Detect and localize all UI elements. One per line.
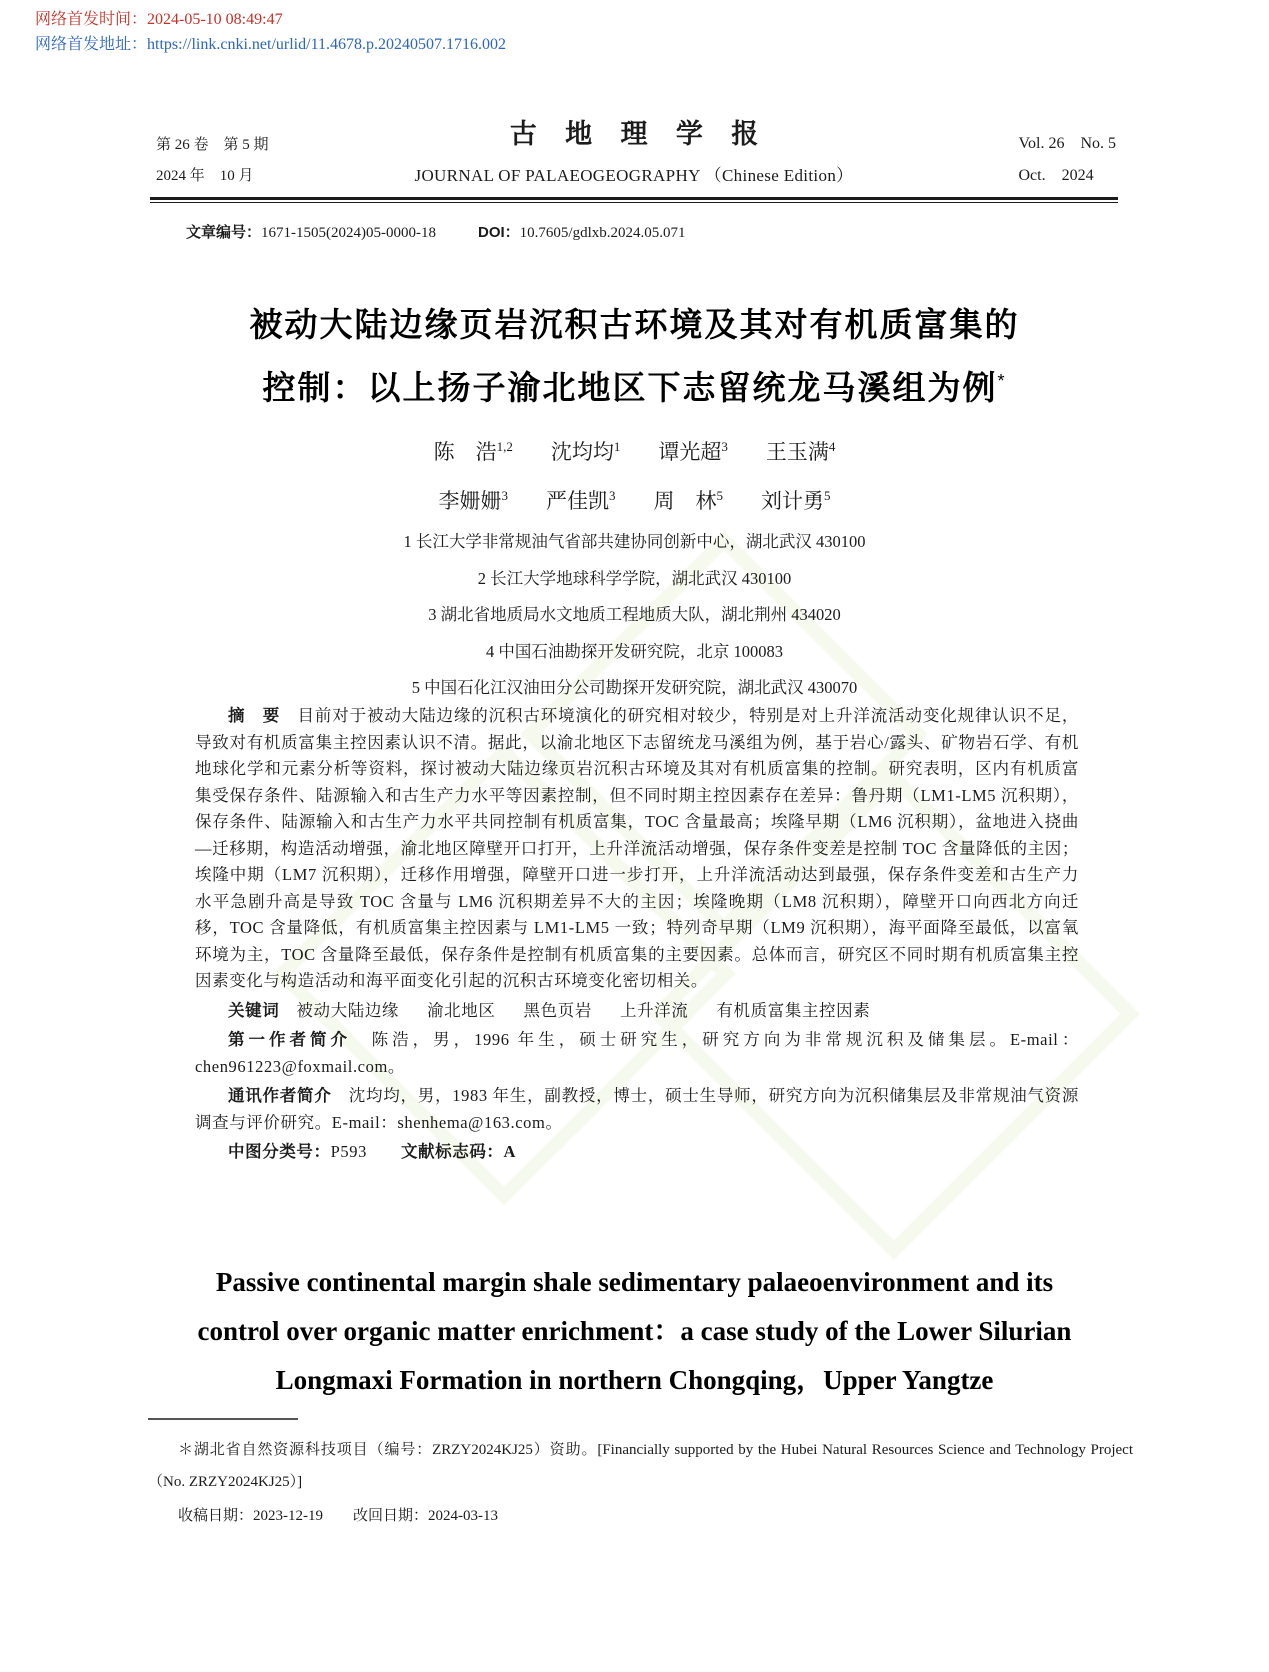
- keyword-item: 上升洋流: [619, 1000, 689, 1020]
- doc-code-value: A: [503, 1142, 517, 1161]
- clc-value: P593: [330, 1142, 367, 1161]
- first-author-bio: [195, 1027, 1079, 1080]
- author-affiliation-sup: 5: [824, 488, 831, 503]
- author-list: [0, 425, 1269, 523]
- article-meta-line: [186, 221, 686, 242]
- first-author-label: 第一作者简介: [228, 1031, 352, 1049]
- title-en-line1: Passive continental margin shale sedimentary palaeoenvironment and its: [215, 1267, 1054, 1297]
- journal-title-en: JOURNAL OF PALAEOGEOGRAPHY （Chinese Edition）: [414, 166, 854, 185]
- abstract-paragraph: [195, 703, 1079, 995]
- volume-issue-en: Vol. 26 No. 5: [1018, 135, 1116, 152]
- author-affiliation-sup: 5: [716, 488, 723, 503]
- affiliation-item: 4 中国石油勘探开发研究院，北京 100083: [486, 641, 783, 661]
- keywords-items: [296, 1001, 870, 1020]
- keyword-item: 被动大陆边缘: [296, 1000, 400, 1020]
- volume-issue-cn: 第 26 卷 第 5 期: [156, 137, 269, 153]
- title-en-line2: control over organic matter enrichment：a case study of the Lower Silurian: [197, 1316, 1072, 1346]
- journal-masthead: [150, 112, 1118, 196]
- keyword-item: 有机质富集主控因素: [716, 1000, 871, 1020]
- prepub-address-line: [35, 32, 506, 57]
- keyword-item: 渝北地区: [427, 1000, 496, 1020]
- masthead-divider: [150, 197, 1118, 203]
- author-affiliation-sup: 3: [501, 488, 508, 503]
- title-footnote-mark: *: [997, 371, 1007, 391]
- doi-label: DOI：: [478, 224, 520, 241]
- prepub-address-label: 网络首发地址：: [35, 36, 148, 53]
- corresponding-author-bio: [195, 1083, 1079, 1136]
- affiliation-item: 2 长江大学地球科学学院，湖北武汉 430100: [477, 568, 792, 588]
- affiliation-item: 5 中国石化江汉油田分公司勘探开发研究院，湖北武汉 430070: [411, 678, 858, 697]
- abstract-text: 目前对于被动大陆边缘的沉积古环境演化的研究相对较少，特别是对上升洋流活动变化规律认识不足，导致对有机质富集主控因素认识不清。据此，以渝北地区下志留统龙马溪组为例，基于岩心/露头、矿物岩石学、有机地球化学和元素分析等资料，探讨被动大陆边缘页岩沉积古环境及其对有机质富集的控制。研究表明，区内有机质富集受保存条件、陆源输入和古生产力水平等因素控制，但不同时期主控因素存在差异：鲁丹期（LM1-LM5 沉积期），保存条件、陆源输入和古生产力水平共同控制有机质富集，TOC 含量最高；埃隆早期（LM6 沉积期），盆地进入挠曲—迁移期，构造活动增强，渝北地区障壁开口打开，上升洋流活动增强，保存条件变差是控制 TOC 含量降低的主因；埃隆中期（LM7 沉积期），迁移作用增强，障壁开口进一步打开，上升洋流活动达到最强，保存条件变差和古生产力水平急剧升高是导致 TOC 含量与 LM6 沉积期差异不大的主因；埃隆晚期（LM8 沉积期），障壁开口向西北方向迁移，TOC 含量降低，有机质富集主控因素与 LM1-LM5 一致；特列奇早期（LM9 沉积期），海平面降至最低，以富氧环境为主，TOC 含量降至最低，保存条件是控制有机质富集的主要因素。总体而言，研究区不同时期有机质富集主控因素变化与构造活动和海平面变化引起的沉积古环境变化密切相关。: [195, 706, 1079, 990]
- keyword-item: 黑色页岩: [523, 1000, 592, 1020]
- author-affiliation-sup: 4: [828, 439, 836, 454]
- masthead-right: [1019, 128, 1117, 192]
- received-value: 2023-12-19: [253, 1508, 324, 1524]
- clc-label: 中图分类号：: [228, 1143, 331, 1161]
- article-no-label: 文章编号：: [186, 224, 262, 241]
- date-cn: 2024 年 10 月: [156, 168, 254, 184]
- classification-line: [195, 1139, 1079, 1166]
- article-title-cn: [0, 297, 1269, 416]
- author-affiliation-sup: 1: [613, 439, 621, 454]
- footnote-divider: [148, 1418, 298, 1420]
- dates-line: [148, 1500, 1133, 1532]
- title-en-line3: Longmaxi Formation in northern Chongqing，Upper Yangtze: [275, 1365, 994, 1395]
- title-cn-line1: 被动大陆边缘页岩沉积古环境及其对有机质富集的: [249, 306, 1020, 343]
- author-row-2: [0, 474, 1269, 523]
- author-name: 周 林$^5$: [653, 488, 723, 513]
- corresponding-author-label: 通讯作者简介: [228, 1087, 332, 1105]
- author-affiliation-sup: 3: [721, 439, 728, 454]
- prepub-address-link[interactable]: https://link.cnki.net/urlid/11.4678.p.20240507.1716.002: [147, 36, 506, 53]
- abstract-label: 摘 要: [228, 707, 281, 725]
- author-name: 王玉满$^4$: [765, 439, 836, 464]
- author-affiliation-sup: 1,2: [496, 439, 513, 454]
- article-no-value: 1671-1505(2024)05-0000-18: [261, 225, 436, 241]
- journal-title-cn: 古地理学报: [509, 119, 787, 149]
- author-name: 陈 浩$^{1,2}$: [433, 439, 513, 464]
- author-name: 严佳凯$^3$: [546, 488, 616, 513]
- date-en: Oct. 2024: [1018, 167, 1094, 184]
- affiliation-item: 3 湖北省地质局水文地质工程地质大队，湖北荆州 434020: [428, 605, 841, 624]
- doi-value: 10.7605/gdlxb.2024.05.071: [519, 225, 686, 241]
- article-title-en: [0, 1258, 1269, 1405]
- author-name: 李姗姗$^3$: [438, 488, 508, 513]
- author-name: 刘计勇$^5$: [761, 488, 831, 513]
- keywords-label: 关键词: [228, 1001, 280, 1020]
- doc-code-label: 文献标志码：: [400, 1143, 504, 1161]
- revised-value: 2024-03-13: [428, 1508, 499, 1524]
- keywords-line: [195, 998, 1079, 1025]
- footnote-block: [148, 1418, 1133, 1532]
- affiliation-item: 1 长江大学非常规油气省部共建协同创新中心，湖北武汉 430100: [403, 532, 866, 551]
- author-row-1: [0, 425, 1269, 474]
- title-cn-line2: 控制：以上扬子渝北地区下志留统龙马溪组为例*: [262, 369, 1007, 406]
- prepub-time-label: 网络首发时间：: [35, 11, 148, 28]
- affiliation-list: [0, 524, 1269, 707]
- masthead-center: [150, 112, 1118, 186]
- prepub-time-line: [35, 7, 506, 32]
- first-author-text: 陈浩，男，1996 年生，硕士研究生，研究方向为非常规沉积及储集层。E-mail：chen961223@foxmail.com。: [195, 1030, 1079, 1076]
- prepub-notice: [35, 7, 506, 57]
- author-affiliation-sup: 3: [609, 488, 616, 503]
- front-matter-block: [195, 703, 1079, 1166]
- author-name: 谭光超$^3$: [658, 439, 728, 464]
- author-name: 沈均均$^1$: [550, 439, 621, 464]
- corresponding-author-text: 沈均均，男，1983 年生，副教授，博士，硕士生导师，研究方向为沉积储集层及非常规油气资源调查与评价研究。E-mail：shenhema@163.com。: [195, 1086, 1079, 1132]
- received-label: 收稿日期：: [178, 1508, 254, 1524]
- funding-note: ＊湖北省自然资源科技项目（编号：ZRZY2024KJ25）资助。[Financially supported by the Hubei Natural Resources Science and Technology Project（No. ZRZY2024KJ25）]: [148, 1442, 1133, 1490]
- revised-label: 改回日期：: [353, 1508, 429, 1524]
- prepub-time-value: 2024-05-10 08:49:47: [147, 11, 283, 28]
